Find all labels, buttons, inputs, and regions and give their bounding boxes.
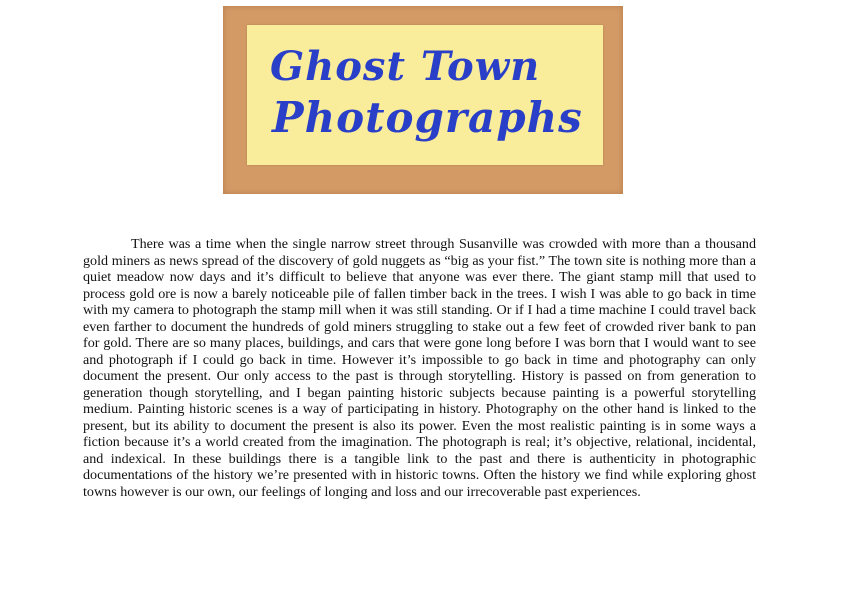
- title-line-1: Ghost Town: [270, 43, 541, 90]
- title-label-paper: [247, 25, 603, 165]
- title-card: [223, 6, 623, 194]
- title-line-2: Photographs: [272, 93, 583, 142]
- body-paragraph: There was a time when the single narrow street through Susanville was crowded with more than a thousand gold miners as news spread of the discovery of gold nuggets as “big as your fist.” The town site is nothing more than a quiet meadow now days and it’s difficult to believe that anyone was ever there. The giant stamp mill that used to process gold ore is now a barely noticeable pile of fallen timber back in the trees. I wish I was able to go back in time with my camera to photograph the stamp mill when it was still standing. Or if I had a time machine I could travel back even farther to document the hundreds of gold miners struggling to stake out a few feet of crowded river bank to pan for gold. There are so many places, buildings, and cars that were gone long before I was born that I would want to see and photograph if I could go back in time. However it’s impossible to go back in time and photography can only document the present. Our only access to the past is through storytelling. History is passed on from generation to generation though storytelling, and I began painting historic subjects because painting is a powerful storytelling medium. Painting historic scenes is a way of participating in history. Photography on the other hand is linked to the present, but its ability to document the present is also its power. Even the most realistic painting is in some ways a fiction because it’s a world created from the imagination. The photograph is real; it’s objective, relational, incidental, and indexical. In these buildings there is a tangible link to the past and there is authenticity in photographic documentations of the history we’re presented with in historic towns. Often the history we find while exploring ghost towns however is our own, our feelings of longing and loss and our irrecoverable past experiences.: [83, 236, 756, 500]
